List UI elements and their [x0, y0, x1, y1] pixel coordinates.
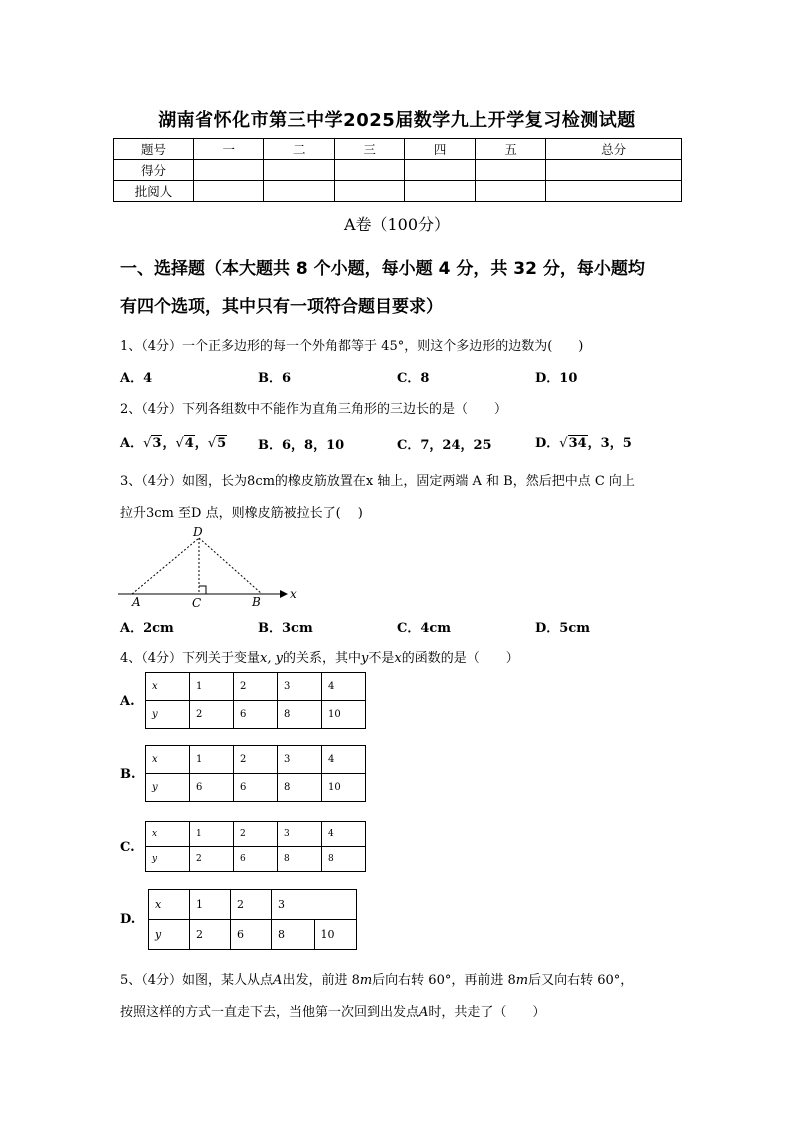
table-cell: 2 — [190, 920, 231, 950]
table-cell: 10 — [314, 920, 357, 950]
table-cell: 3 — [272, 890, 357, 920]
table-cell: 2 — [231, 890, 272, 920]
table-cell: x — [146, 822, 190, 847]
q2-option-c[interactable]: C．7，24，25 — [397, 438, 492, 453]
q1-stem: 1、（4分）一个正多边形的每一个外角都等于 45°，则这个多边形的边数为( ) — [120, 339, 584, 354]
score-header-cell: 三 — [334, 139, 404, 160]
table-cell: 8 — [278, 701, 322, 729]
q3-option-c[interactable]: C．4cm — [397, 621, 452, 636]
sqrt-34: √34 — [559, 436, 587, 451]
table-cell: 4 — [322, 673, 366, 701]
section-a-title: A卷（100分） — [343, 215, 451, 234]
table-cell: 3 — [278, 746, 322, 774]
sqrt-4: √4 — [175, 436, 194, 451]
q4-option-b-label[interactable]: B. — [120, 767, 136, 782]
table-cell: 4 — [322, 746, 366, 774]
score-header-cell: 五 — [475, 139, 545, 160]
table-cell: 3 — [278, 673, 322, 701]
table-cell: 10 — [322, 701, 366, 729]
table-cell: y — [146, 774, 190, 802]
score-cell[interactable] — [475, 160, 545, 181]
table-cell: 10 — [322, 774, 366, 802]
table-cell: 8 — [278, 847, 322, 872]
label-b: B — [252, 595, 261, 609]
q5-stem-line2: 按照这样的方式一直走下去，当他第一次回到出发点A时，共走了（ ） — [120, 1005, 546, 1020]
page-title: 湖南省怀化市第三中学2025届数学九上开学复习检测试题 — [158, 110, 636, 131]
q3-option-a[interactable]: A．2cm — [120, 621, 174, 636]
score-cell[interactable] — [546, 160, 682, 181]
label-d: D — [193, 525, 203, 539]
q2-option-d[interactable]: D．√34，3，5 — [535, 436, 632, 451]
score-table-header-row — [114, 139, 682, 160]
q5-stem-line1: 5、（4分）如图，某人从点A出发，前进 8m后向右转 60°，再前进 8m后又向右转 60°， — [120, 973, 634, 988]
right-angle-mark — [199, 586, 206, 594]
q2-a-label: A． — [120, 436, 144, 451]
x-axis-arrow-icon — [280, 590, 288, 598]
q2-option-a[interactable]: A．√3，√4，√5 — [120, 436, 227, 451]
grader-cell[interactable] — [546, 181, 682, 202]
table-cell: x — [146, 673, 190, 701]
table-cell: 1 — [190, 822, 234, 847]
score-header-cell: 一 — [194, 139, 264, 160]
table-cell: 8 — [322, 847, 366, 872]
q2-stem: 2、（4分）下列各组数中不能作为直角三角形的三边长的是（ ） — [120, 402, 508, 417]
table-cell: x — [149, 890, 190, 920]
score-cell[interactable] — [194, 160, 264, 181]
q4-table-c — [145, 821, 366, 872]
table-cell: 6 — [234, 774, 278, 802]
table-cell: y — [149, 920, 190, 950]
q1-option-c[interactable]: C．8 — [397, 371, 430, 386]
grader-row — [114, 181, 682, 202]
grader-cell[interactable] — [475, 181, 545, 202]
table-cell: 2 — [234, 822, 278, 847]
label-x: x — [290, 587, 297, 601]
score-row-label: 得分 — [114, 160, 194, 181]
table-cell: 8 — [278, 774, 322, 802]
table-cell: 6 — [190, 774, 234, 802]
grader-cell[interactable] — [405, 181, 475, 202]
q2-option-b[interactable]: B．6，8，10 — [258, 438, 345, 453]
q4-option-a-label[interactable]: A. — [120, 694, 135, 709]
q3-figure — [112, 524, 302, 612]
q1-option-b[interactable]: B．6 — [258, 371, 292, 386]
q4-option-c-label[interactable]: C. — [120, 840, 135, 855]
score-table — [113, 138, 682, 202]
q4-table-d — [148, 889, 357, 950]
q3-stem-line2: 拉升3cm 至D 点，则橡皮筋被拉长了( ) — [120, 506, 363, 521]
table-cell: y — [146, 847, 190, 872]
q3-option-d[interactable]: D．5cm — [535, 621, 590, 636]
grader-row-label: 批阅人 — [114, 181, 194, 202]
table-cell: 2 — [190, 701, 234, 729]
table-cell: 3 — [278, 822, 322, 847]
sqrt-3: √3 — [143, 436, 162, 451]
table-cell: 1 — [190, 746, 234, 774]
segment-ad — [132, 538, 199, 594]
table-cell: 6 — [231, 920, 272, 950]
score-cell[interactable] — [405, 160, 475, 181]
part1-heading-line1: 一、选择题（本大题共 8 个小题，每小题 4 分，共 32 分，每小题均 — [120, 259, 645, 279]
table-cell: 8 — [272, 920, 315, 950]
q1-option-d[interactable]: D．10 — [535, 371, 578, 386]
table-cell: 4 — [322, 822, 366, 847]
q3-stem-line1: 3、（4分）如图，长为8cm的橡皮筋放置在x 轴上，固定两端 A 和 B，然后把中点 C 向上 — [120, 474, 635, 489]
table-cell: 2 — [234, 746, 278, 774]
q4-table-a — [145, 672, 366, 729]
table-cell: y — [146, 701, 190, 729]
score-row — [114, 160, 682, 181]
table-cell: 6 — [234, 847, 278, 872]
score-header-cell: 总分 — [546, 139, 682, 160]
q3-option-b[interactable]: B．3cm — [258, 621, 313, 636]
q4-option-d-label[interactable]: D. — [120, 912, 136, 927]
grader-cell[interactable] — [334, 181, 404, 202]
table-cell: 6 — [234, 701, 278, 729]
grader-cell[interactable] — [194, 181, 264, 202]
q4-stem: 4、（4分）下列关于变量x, y的关系，其中y不是x的函数的是（ ） — [120, 651, 519, 666]
score-header-cell: 四 — [405, 139, 475, 160]
score-header-cell: 二 — [264, 139, 334, 160]
label-c: C — [192, 596, 202, 610]
table-cell: 2 — [234, 673, 278, 701]
part1-heading-line2: 有四个选项，其中只有一项符合题目要求） — [120, 297, 443, 317]
score-cell[interactable] — [334, 160, 404, 181]
sqrt-5: √5 — [207, 436, 227, 451]
score-header-cell: 题号 — [114, 139, 194, 160]
segment-db — [199, 538, 262, 594]
q4-table-b — [145, 745, 366, 802]
label-a: A — [132, 595, 141, 609]
table-cell: 1 — [190, 890, 231, 920]
score-cell[interactable] — [264, 160, 334, 181]
table-cell: 2 — [190, 847, 234, 872]
grader-cell[interactable] — [264, 181, 334, 202]
table-cell: 1 — [190, 673, 234, 701]
table-cell: x — [146, 746, 190, 774]
q1-option-a[interactable]: A．4 — [120, 371, 153, 386]
